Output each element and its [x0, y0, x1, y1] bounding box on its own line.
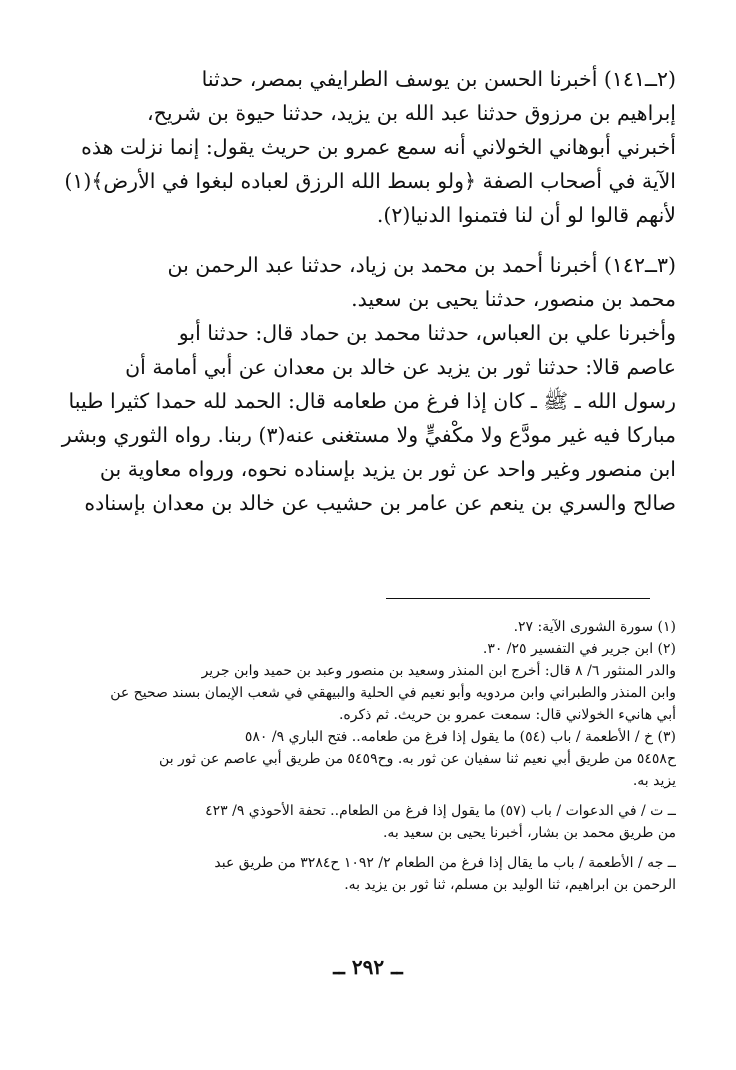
footnote-line: والدر المنثور ٦/ ٨ قال: أخرج ابن المنذر وسعيد بن منصور وعبد بن حميد وابن جرير — [201, 663, 676, 679]
footnote-line: ــ جه / الأطعمة / باب ما يقال إذا فرغ من الطعام ٢/ ١٠٩٢ ح٣٢٨٤ من طريق عبد — [214, 855, 676, 871]
text-line: الآية في أصحاب الصفة ﴿ولو بسط الله الرزق لعباده لبغوا في الأرض﴾(١) — [64, 169, 676, 193]
text-line: محمد بن منصور، حدثنا يحيى بن سعيد. — [351, 287, 676, 311]
text-line: عاصم قالا: حدثنا ثور بن يزيد عن خالد بن معدان عن أبي أمامة أن — [125, 355, 676, 379]
main-text — [60, 62, 676, 520]
text-line: رسول الله ـ ﷺ ـ كان إذا فرغ من طعامه قال: الحمد لله حمدا كثيرا طيبا — [68, 389, 676, 413]
text-line: وأخبرنا علي بن العباس، حدثنا محمد بن حماد قال: حدثنا أبو — [178, 321, 676, 345]
footnote-line: (٢) ابن جرير في التفسير ٢٥/ ٣٠. — [482, 641, 676, 657]
footnote-line: يزيد به. — [632, 773, 676, 789]
footnotes — [60, 616, 676, 896]
text-line: صالح والسري بن ينعم عن عامر بن حشيب عن خالد بن معدان بإسناده — [84, 491, 676, 515]
footnote-line: وابن المنذر والطبراني وابن مردويه وأبو نعيم في الحلية والبيهقي في شعب الإيمان بسند صحيح عن — [110, 685, 676, 701]
text-line: (٢ــ١٤١) أخبرنا الحسن بن يوسف الطرايفي بمصر، حدثنا — [201, 67, 676, 91]
footnote-divider — [386, 598, 650, 599]
footnote-line: من طريق محمد بن بشار، أخبرنا يحيى بن سعيد به. — [382, 825, 676, 841]
text-line: ابن منصور وغير واحد عن ثور بن يزيد بإسناده نحوه، ورواه معاوية بن — [99, 457, 676, 481]
text-line: أخبرني أبوهاني الخولاني أنه سمع عمرو بن حريث يقول: إنما نزلت هذه — [81, 135, 676, 159]
footnote-line: (١) سورة الشورى الآية: ٢٧. — [513, 619, 676, 635]
text-line: لأنهم قالوا لو أن لنا فتمنوا الدنيا(٢). — [376, 203, 676, 227]
footnote-line: الرحمن بن ابراهيم، ثنا الوليد بن مسلم، ثنا ثور بن يزيد به. — [344, 877, 676, 893]
page-number: ــ ٢٩٢ ــ — [333, 955, 403, 979]
footnote-line: ــ ت / في الدعوات / باب (٥٧) ما يقول إذا فرغ من الطعام.. تحفة الأحوذي ٩/ ٤٢٣ — [205, 803, 676, 819]
text-line: (٣ــ١٤٢) أخبرنا أحمد بن محمد بن زياد، حدثنا عبد الرحمن بن — [167, 253, 676, 277]
footnote-line: أبي هانيء الخولاني قال: سمعت عمرو بن حريث. ثم ذكره. — [338, 707, 676, 723]
text-line: مباركا فيه غير مودَّع ولا مكْفيٍّ ولا مستغنى عنه(٣) ربنا. رواه الثوري وبشر — [61, 423, 676, 447]
footnote-line: (٣) خ / الأطعمة / باب (٥٤) ما يقول إذا فرغ من طعامه.. فتح الباري ٩/ ٥٨٠ — [244, 729, 676, 745]
footnote-line: ح٥٤٥٨ من طريق أبي نعيم ثنا سفيان عن ثور به. وح٥٤٥٩ من طريق أبي عاصم عن ثور بن — [159, 751, 676, 767]
text-line: إبراهيم بن مرزوق حدثنا عبد الله بن يزيد، حدثنا حيوة بن شريح، — [146, 101, 676, 125]
